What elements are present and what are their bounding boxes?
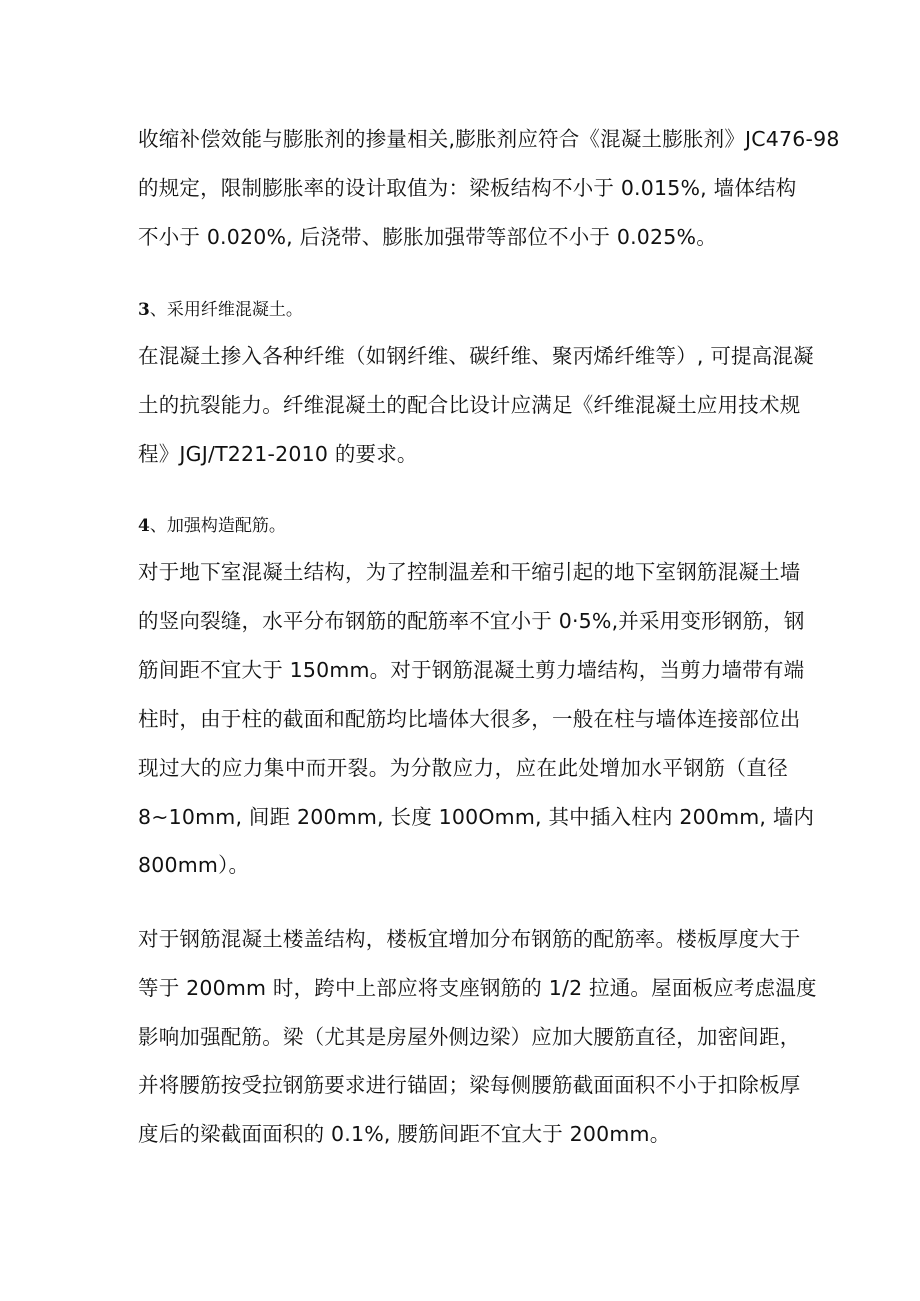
paragraph-basement-line-7: 800mm）。 [138, 853, 250, 877]
paragraph-expansion-line-3: 不小于 0.020%, 后浇带、膨胀加强带等部位不小于 0.025%。 [138, 225, 717, 249]
section-heading-3 [138, 298, 303, 322]
section-heading-4-number: 4 [138, 516, 150, 536]
section-heading-4 [138, 514, 286, 538]
paragraph-floor-line-4: 并将腰筋按受拉钢筋要求进行锚固；梁每侧腰筋截面面积不小于扣除板厚 [138, 1073, 801, 1097]
paragraph-expansion-line-2: 的规定，限制膨胀率的设计取值为：梁板结构不小于 0.015%, 墙体结构 [138, 176, 797, 200]
paragraph-floor-line-2: 等于 200mm 时，跨中上部应将支座钢筋的 1/2 拉通。屋面板应考虑温度 [138, 976, 817, 1000]
section-heading-4-text: 、加强构造配筋。 [149, 516, 286, 536]
paragraph-expansion-line-1: 收缩补偿效能与膨胀剂的掺量相关,膨胀剂应符合《混凝土膨胀剂》JC476-98 [138, 127, 840, 151]
paragraph-floor-line-3: 影响加强配筋。梁（尤其是房屋外侧边梁）应加大腰筋直径，加密间距， [138, 1025, 801, 1049]
section-heading-3-number: 3 [138, 300, 150, 320]
paragraph-basement-line-4: 柱时，由于柱的截面和配筋均比墙体大很多，一般在柱与墙体连接部位出 [138, 707, 801, 731]
paragraph-basement-line-2: 的竖向裂缝，水平分布钢筋的配筋率不宜小于 0·5%,并采用变形钢筋，钢 [138, 609, 805, 633]
paragraph-basement-line-5: 现过大的应力集中而开裂。为分散应力，应在此处增加水平钢筋（直径 [138, 756, 788, 780]
paragraph-basement-line-6: 8~10mm, 间距 200mm, 长度 100Omm, 其中插入柱内 200mm, 墙内 [138, 805, 815, 829]
paragraph-floor-line-5: 度后的梁截面面积的 0.1%, 腰筋间距不宜大于 200mm。 [138, 1122, 671, 1146]
section-heading-3-text: 、采用纤维混凝土。 [149, 300, 303, 320]
paragraph-fiber-line-3: 程》JGJ/T221-2010 的要求。 [138, 442, 418, 466]
paragraph-basement-line-3: 筋间距不宜大于 150mm。对于钢筋混凝土剪力墙结构，当剪力墙带有端 [138, 658, 805, 682]
paragraph-floor-line-1: 对于钢筋混凝土楼盖结构，楼板宜增加分布钢筋的配筋率。楼板厚度大于 [138, 927, 801, 951]
paragraph-fiber-line-2: 土的抗裂能力。纤维混凝土的配合比设计应满足《纤维混凝土应用技术规 [138, 393, 801, 417]
paragraph-fiber-line-1: 在混凝土掺入各种纤维（如钢纤维、碳纤维、聚丙烯纤维等）, 可提高混凝 [138, 344, 814, 368]
paragraph-basement-line-1: 对于地下室混凝土结构，为了控制温差和干缩引起的地下室钢筋混凝土墙 [138, 560, 801, 584]
